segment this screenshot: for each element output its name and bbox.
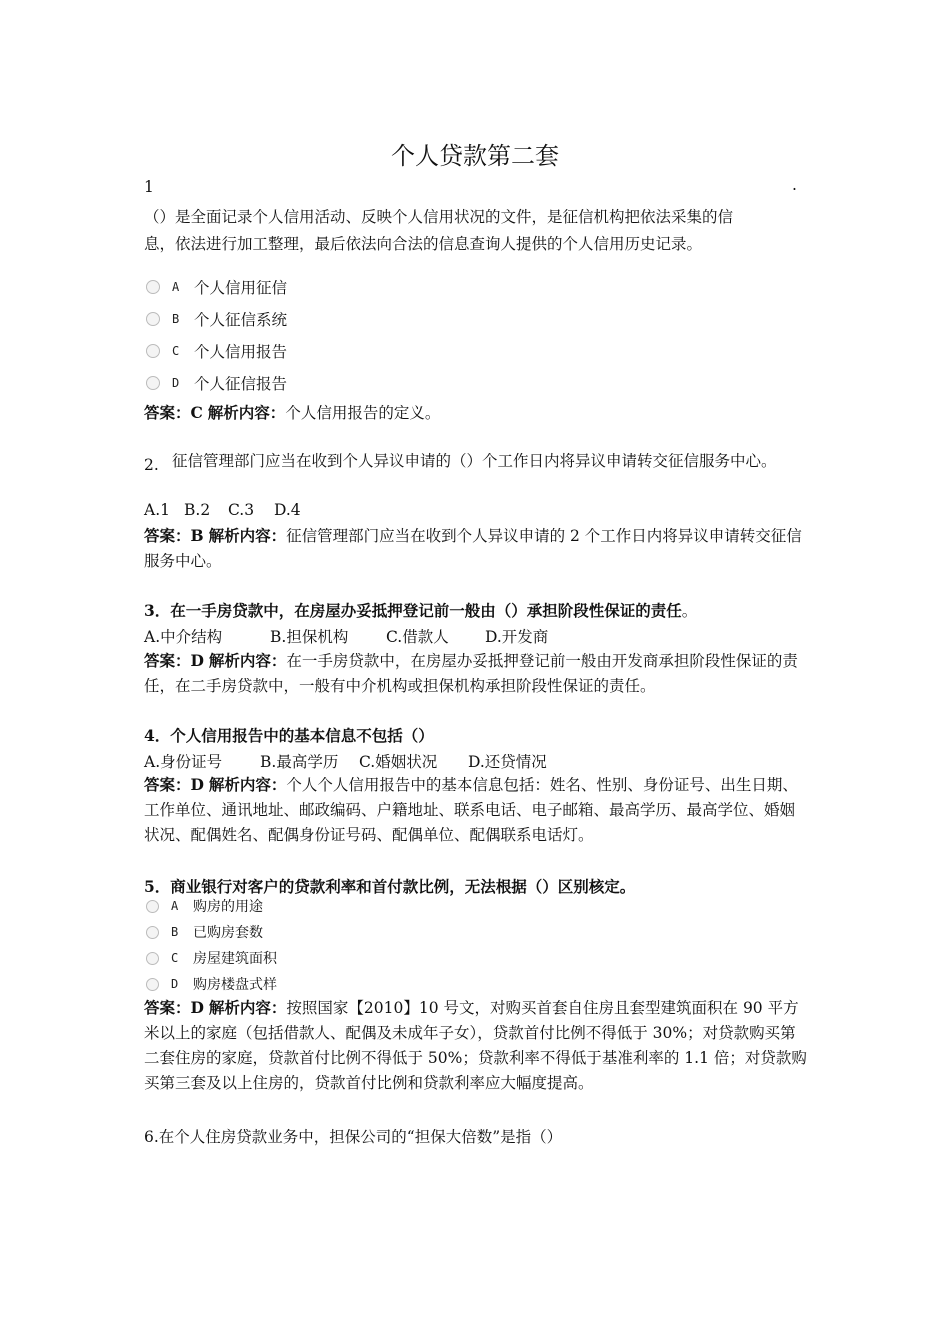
- q4-choices: [144, 750, 547, 772]
- q2-answer: [144, 523, 808, 574]
- choice: B.最高学历: [260, 753, 339, 771]
- choice: A.1: [144, 501, 170, 519]
- choice: A.身份证号: [144, 753, 223, 771]
- option-letter: A: [171, 899, 179, 913]
- option-label: 房屋建筑面积: [193, 951, 277, 967]
- option-label: 个人信用报告: [194, 343, 288, 361]
- q5-option-c[interactable]: [146, 948, 277, 968]
- answer-label: 答案：: [144, 775, 191, 794]
- choice: C.借款人: [386, 628, 449, 646]
- option-label: 个人征信报告: [194, 375, 288, 393]
- radio-icon[interactable]: [146, 376, 160, 390]
- question-end: 。: [681, 602, 698, 620]
- radio-icon[interactable]: [146, 952, 159, 965]
- answer-value: D: [190, 651, 204, 670]
- option-letter: D: [171, 977, 179, 991]
- q4-question: 4．个人信用报告中的基本信息不包括（）: [144, 726, 434, 745]
- analysis-text: 个人信用报告的定义。: [285, 404, 441, 422]
- q3-choices: [144, 625, 548, 647]
- q5-option-a[interactable]: [146, 896, 263, 916]
- radio-icon[interactable]: [146, 280, 160, 294]
- analysis-text: 按照国家【2010】10 号文，对购买首套自住房且套型建筑面积在 90 平方米以上的家庭（包括借款人、配偶及未成年子女），贷款首付比例不得低于 30%；对贷款购买第二套住房的家庭，贷款首付比例不得低于 50%；贷款利率不得低于基准利率的 1.1 倍；对贷款购买第三套及以上住房的，贷款首付比例和贷款利率应大幅度提高。: [144, 999, 807, 1092]
- q4-answer: [144, 772, 808, 848]
- q2-choices: [144, 501, 301, 519]
- q1-text-line1: （）是全面记录个人信用活动、反映个人信用状况的文件，是征信机构把依法采集的信: [144, 208, 734, 226]
- q1-dot: .: [792, 176, 797, 194]
- option-letter: C: [171, 951, 179, 965]
- analysis-label: 解析内容：: [208, 651, 287, 670]
- radio-icon[interactable]: [146, 312, 160, 326]
- option-label: 购房的用途: [193, 899, 263, 915]
- radio-icon[interactable]: [146, 900, 159, 913]
- choice: C.3: [228, 501, 255, 519]
- answer-value: D: [190, 775, 204, 794]
- answer-label: 答案：: [144, 651, 191, 670]
- analysis-text: 个人个人信用报告中的基本信息包括：姓名、性别、身份证号、出生日期、工作单位、通讯地址、邮政编码、户籍地址、联系电话、电子邮箱、最高学历、最高学位、婚姻状况、配偶姓名、配偶身份证号码、配偶单位、配偶联系电话灯。: [144, 776, 798, 844]
- answer-value: B: [190, 526, 204, 545]
- question-text: 3．在一手房贷款中，在房屋办妥抵押登记前一般由（）承担阶段性保证的责任: [144, 601, 682, 620]
- page-title: 个人贷款第二套: [391, 142, 559, 170]
- q1-option-c[interactable]: [146, 340, 287, 362]
- q5-answer: [144, 995, 808, 1096]
- analysis-label: 解析内容：: [208, 998, 287, 1017]
- radio-icon[interactable]: [146, 926, 159, 939]
- option-letter: B: [171, 925, 179, 939]
- q1-answer: [144, 401, 440, 423]
- option-label: 个人信用征信: [194, 279, 288, 297]
- choice: C.婚姻状况: [359, 753, 438, 771]
- option-letter: A: [172, 280, 180, 294]
- analysis-text: 征信管理部门应当在收到个人异议申请的 2 个工作日内将异议申请转交征信服务中心。: [144, 527, 802, 570]
- choice: D.开发商: [485, 628, 549, 646]
- analysis-text: 在一手房贷款中，在房屋办妥抵押登记前一般由开发商承担阶段性保证的责任，在二手房贷款中，一般有中介机构或担保机构承担阶段性保证的责任。: [144, 652, 798, 695]
- answer-label: 答案：: [144, 526, 191, 545]
- q1-option-a[interactable]: [146, 276, 287, 298]
- answer-value: C: [190, 403, 203, 422]
- option-label: 个人征信系统: [194, 311, 288, 329]
- choice: A.中介结构: [144, 628, 223, 646]
- q5-question: 5．商业银行对客户的贷款利率和首付款比例，无法根据（）区别核定。: [144, 877, 636, 896]
- option-label: 已购房套数: [193, 925, 263, 941]
- option-letter: C: [172, 344, 180, 358]
- q6-question: 6.在个人住房贷款业务中，担保公司的“担保大倍数”是指（）: [144, 1128, 563, 1146]
- choice: D.还贷情况: [468, 753, 547, 771]
- q5-option-d[interactable]: [146, 974, 277, 994]
- answer-label: 答案：: [144, 998, 191, 1017]
- q3-answer: [144, 648, 808, 699]
- choice: B.2: [184, 501, 211, 519]
- option-letter: D: [172, 376, 180, 390]
- analysis-label: 解析内容：: [207, 403, 286, 422]
- radio-icon[interactable]: [146, 978, 159, 991]
- q1-option-b[interactable]: [146, 308, 287, 330]
- answer-label: 答案：: [144, 403, 191, 422]
- option-label: 购房楼盘式样: [193, 977, 277, 993]
- q5-option-b[interactable]: [146, 922, 263, 942]
- q1-option-d[interactable]: [146, 372, 287, 394]
- radio-icon[interactable]: [146, 344, 160, 358]
- answer-value: D: [190, 998, 204, 1017]
- analysis-label: 解析内容：: [208, 526, 287, 545]
- analysis-label: 解析内容：: [208, 775, 287, 794]
- q2-text: 征信管理部门应当在收到个人异议申请的（）个工作日内将异议申请转交征信服务中心。: [172, 452, 777, 470]
- q2-number: 2.: [144, 456, 159, 474]
- q1-text-line2: 息，依法进行加工整理，最后依法向合法的信息查询人提供的个人信用历史记录。: [144, 235, 703, 253]
- choice: B.担保机构: [270, 628, 349, 646]
- option-letter: B: [172, 312, 180, 326]
- choice: D.4: [274, 501, 301, 519]
- q3-question: [144, 599, 697, 621]
- q1-number: 1: [144, 178, 154, 196]
